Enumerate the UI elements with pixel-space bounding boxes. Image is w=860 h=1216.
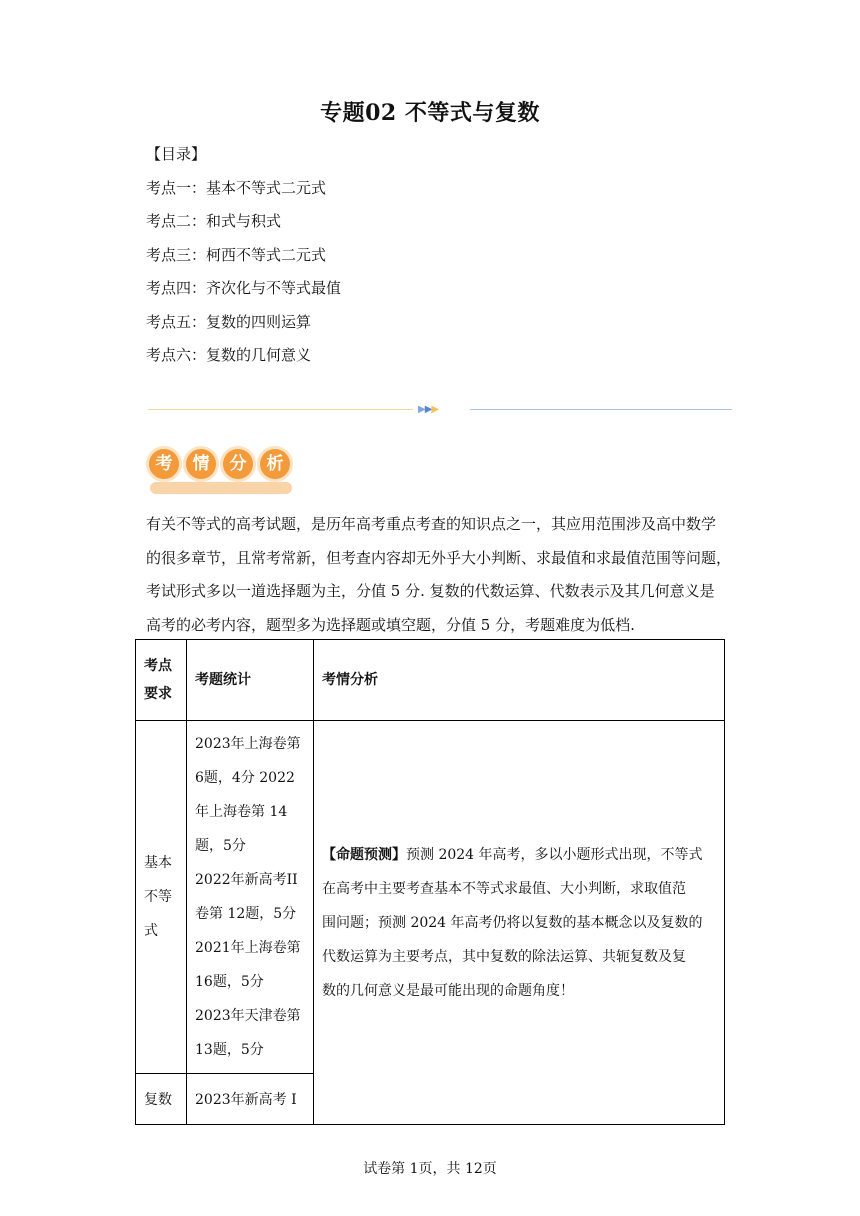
triple-arrow-icon: ▶▶▶ (418, 404, 439, 415)
analysis-text: 预测 2024 年高考，多以小题形式出现，不等式 (406, 846, 703, 863)
table-row (136, 721, 725, 1074)
toc-item: 考点六：复数的几何意义 (146, 346, 312, 364)
header-analysis: 考情分析 (314, 640, 725, 721)
analysis-line: 数的几何意义是最可能出现的命题角度！ (322, 982, 574, 999)
toc-item: 考点五：复数的四则运算 (146, 312, 312, 331)
stat-line: 16题，5分 (195, 974, 264, 990)
analysis-line: 代数运算为主要考点，其中复数的除法运算、共轭复数及复 (322, 948, 686, 965)
paragraph-line: 高考的必考内容，题型多为选择题或填空题，分值 5 分，考题难度为低档. (146, 615, 635, 634)
row-label-text: 式 (144, 923, 158, 939)
paragraph-line: 有关不等式的高考试题，是历年高考重点考查的知识点之一，其应用范围涉及高中数学 (146, 515, 717, 533)
table-header-row (136, 640, 725, 721)
row-label-text: 不等 (144, 889, 172, 905)
stat-line: 2023年上海卷第 (195, 736, 301, 752)
intro-paragraph (146, 508, 732, 642)
toc-heading: 【目录】 (146, 145, 207, 163)
divider-line-left (148, 409, 413, 410)
stat-line: 卷第 12题，5分 (195, 906, 297, 922)
table-of-contents (146, 138, 341, 373)
header-text: 考点 (144, 658, 172, 674)
prediction-label: 【命题预测】 (322, 846, 406, 863)
stat-line: 13题，5分 (195, 1042, 264, 1058)
analysis-line: 在高考中主要考查基本不等式求最值、大小判断，求取值范 (322, 880, 686, 897)
toc-item: 考点二：和式与积式 (146, 212, 282, 230)
page-footer: 试卷第 1页，共 12页 (363, 1161, 497, 1177)
row-statistics: 2023年新高考 I (187, 1074, 314, 1125)
toc-item: 考点四：齐次化与不等式最值 (146, 279, 342, 297)
badge-char: 分 (220, 446, 256, 482)
badge-char: 析 (257, 446, 293, 482)
header-statistics: 考题统计 (187, 640, 314, 721)
divider-line-right (470, 409, 732, 410)
exam-analysis-table (135, 639, 725, 1125)
stat-line: 2021年上海卷第 (195, 940, 301, 956)
badge-char: 考 (146, 446, 182, 482)
stat-line: 2023年天津卷第 (195, 1008, 301, 1024)
paragraph-line: 考试形式多以一道选择题为主，分值 5 分. 复数的代数运算、代数表示及其几何意义是 (146, 582, 715, 600)
row-label (136, 721, 187, 1074)
header-requirement (136, 640, 187, 721)
exam-analysis-badge (146, 442, 296, 496)
toc-item: 考点三：柯西不等式二元式 (146, 245, 327, 264)
page-title: 专题02 不等式与复数 (320, 100, 540, 126)
row-label: 复数 (136, 1074, 187, 1125)
toc-item: 考点一：基本不等式二元式 (146, 178, 327, 197)
row-statistics (187, 721, 314, 1074)
header-text: 要求 (144, 686, 172, 702)
stat-line: 2022年新高考II (195, 872, 298, 888)
analysis-line: 围问题；预测 2024 年高考仍将以复数的基本概念以及复数的 (322, 914, 703, 931)
stat-line: 6题，4分 2022 (195, 770, 295, 786)
paragraph-line: 的很多章节，且常考常新，但考查内容却无外乎大小判断、求最值和求最值范围等问题， (146, 548, 732, 567)
stat-line: 年上海卷第 14 (195, 804, 288, 820)
analysis-cell (314, 721, 725, 1125)
row-label-text: 基本 (144, 855, 172, 871)
badge-underline (150, 482, 292, 494)
stat-line: 题，5分 (195, 838, 246, 854)
badge-char: 情 (183, 446, 219, 482)
section-divider (148, 402, 732, 418)
analysis-line (322, 838, 716, 872)
